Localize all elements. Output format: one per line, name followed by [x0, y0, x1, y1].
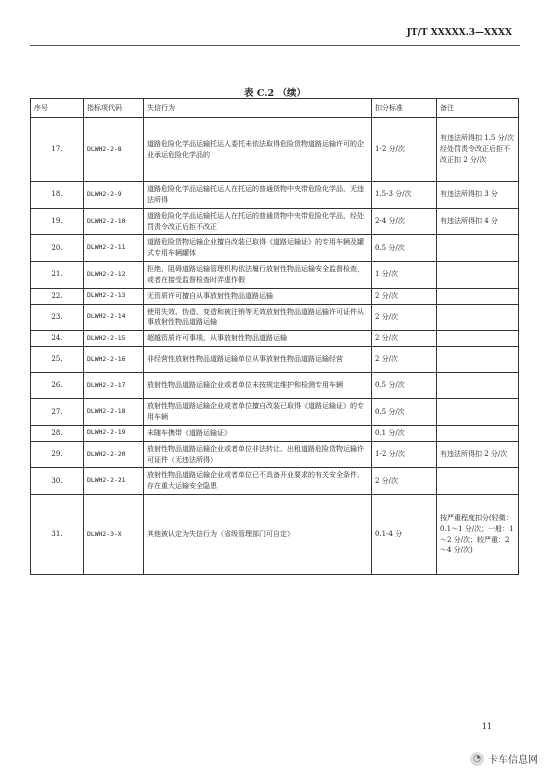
- cell-note: [437, 331, 519, 347]
- cell-seq: 17.: [31, 118, 84, 182]
- cell-behavior: 道路危险化学品运输托运人在托运的普通货物中夹带危险化学品，无违法所得: [144, 182, 372, 209]
- cell-score: 1 分/次: [372, 262, 437, 289]
- cell-note: 有违法所得扣 1.5 分/次 经处罚责令改正后拒不改正扣 2 分/次: [437, 118, 519, 182]
- cell-score: 2 分/次: [372, 347, 437, 373]
- cell-seq: 31.: [31, 495, 84, 575]
- table-row: [31, 441, 519, 468]
- cell-code: DLWH2-2-18: [84, 399, 144, 426]
- col-header-seq: 序号: [31, 99, 84, 118]
- table-caption: 表 C.2 （续）: [244, 88, 306, 99]
- table-row: [31, 118, 519, 182]
- cell-behavior: 未随车携带《道路运输证》: [144, 425, 372, 441]
- cell-behavior: 放射性物品道路运输企业或者单位已不具备开业要求的有关安全条件、存在重大运输安全隐患: [144, 468, 372, 495]
- cell-behavior: 道路危险货物运输企业擅自改装已取得《道路运输证》的专用车辆及罐式专用车辆罐体: [144, 235, 372, 262]
- cell-code: DLWH2-2-13: [84, 288, 144, 304]
- col-header-behavior: 失信行为: [144, 99, 372, 118]
- table-row: [31, 262, 519, 289]
- cell-seq: 26.: [31, 373, 84, 399]
- cell-seq: 24.: [31, 331, 84, 347]
- cell-behavior: 无资质许可擅自从事放射性物品道路运输: [144, 288, 372, 304]
- cell-note: [437, 425, 519, 441]
- cell-behavior: 道路危险化学品运输托运人委托未依法取得危险货物道路运输许可的企业承运危险化学品的: [144, 118, 372, 182]
- table-row: [31, 288, 519, 304]
- cell-seq: 22.: [31, 288, 84, 304]
- cell-behavior: 拒绝、阻碍道路运输管理机构依法履行放射性物品运输安全监督检查，或者在接受监督检查时弄虚作假: [144, 262, 372, 289]
- cell-score: 1-2 分/次: [372, 441, 437, 468]
- cell-note: 按严重程度扣分(轻微：0.1～1 分/次；一般：1～2 分/次；较严重：2～4 分/次): [437, 495, 519, 575]
- cell-behavior: 放射性物品道路运输企业或者单位未按规定维护和检测专用车辆: [144, 373, 372, 399]
- cell-note: [437, 347, 519, 373]
- cell-seq: 29.: [31, 441, 84, 468]
- cell-behavior: 超越资质许可事项，从事放射性物品道路运输: [144, 331, 372, 347]
- cell-behavior: 放射性物品道路运输企业或者单位非法转让、出租道路危险货物运输许可证件（无违法所得）: [144, 441, 372, 468]
- cell-behavior: 非经营性放射性物品道路运输单位从事放射性物品道路运输经营: [144, 347, 372, 373]
- table-row: [31, 331, 519, 347]
- cell-code: DLWH2-2-11: [84, 235, 144, 262]
- cell-score: 0.5 分/次: [372, 373, 437, 399]
- table-row: [31, 235, 519, 262]
- cell-score: 1-2 分/次: [372, 118, 437, 182]
- table-row: [31, 347, 519, 373]
- cell-score: 2 分/次: [372, 304, 437, 331]
- cell-code: DLWH2-2-16: [84, 347, 144, 373]
- cell-behavior: 道路危险化学品运输托运人在托运的普通货物中夹带危险化学品，经处罚责令改正后拒不改正: [144, 208, 372, 235]
- cell-behavior: 其他被认定为失信行为（省级管理部门可自定）: [144, 495, 372, 575]
- cell-score: 2 分/次: [372, 468, 437, 495]
- col-header-note: 备注: [437, 99, 519, 118]
- cell-behavior: 放射性物品道路运输企业或者单位擅自改装已取得《道路运输证》的专用车辆: [144, 399, 372, 426]
- cell-code: DLWH2-2-10: [84, 208, 144, 235]
- cell-code: DLWH2-2-14: [84, 304, 144, 331]
- cell-code: DLWH2-2-21: [84, 468, 144, 495]
- table-row: [31, 304, 519, 331]
- col-header-code: 指标项代码: [84, 99, 144, 118]
- cell-note: 有违法所得扣 2 分/次: [437, 441, 519, 468]
- table-header-row: [31, 99, 519, 118]
- cell-code: DLWH2-2-12: [84, 262, 144, 289]
- col-header-score: 扣分标准: [372, 99, 437, 118]
- page-number: 11: [481, 722, 492, 731]
- table-row: [31, 208, 519, 235]
- cell-code: DLWH2-2-17: [84, 373, 144, 399]
- cell-note: 有违法所得扣 3 分: [437, 182, 519, 209]
- cell-score: 0.5 分/次: [372, 235, 437, 262]
- cell-code: DLWH2-2-8: [84, 118, 144, 182]
- cell-behavior: 使用失效、伪造、变造和被注销等无效放射性物品道路运输许可证件从事放射性物品道路运输: [144, 304, 372, 331]
- table-body: [31, 118, 519, 575]
- cell-note: [437, 288, 519, 304]
- cell-seq: 21.: [31, 262, 84, 289]
- table-row: [31, 373, 519, 399]
- cell-code: DLWH2-2-9: [84, 182, 144, 209]
- cell-score: 2 分/次: [372, 331, 437, 347]
- penalty-table: [30, 98, 519, 575]
- cell-code: DLWH2-2-19: [84, 425, 144, 441]
- watermark: [470, 751, 538, 766]
- cell-seq: 27.: [31, 399, 84, 426]
- cell-seq: 20.: [31, 235, 84, 262]
- standard-code: JT/T XXXXX.3—XXXX: [406, 28, 512, 38]
- cell-score: 1.5-3 分/次: [372, 182, 437, 209]
- table-row: [31, 182, 519, 209]
- cell-seq: 18.: [31, 182, 84, 209]
- cell-note: [437, 262, 519, 289]
- cell-note: [437, 373, 519, 399]
- cell-note: [437, 399, 519, 426]
- cell-seq: 30.: [31, 468, 84, 495]
- table-row: [31, 399, 519, 426]
- table-row: [31, 468, 519, 495]
- cell-score: 0.5 分/次: [372, 399, 437, 426]
- cell-note: [437, 468, 519, 495]
- cell-seq: 25.: [31, 347, 84, 373]
- cell-seq: 19.: [31, 208, 84, 235]
- watermark-text: 卡车信息网: [488, 755, 538, 766]
- cell-note: [437, 235, 519, 262]
- wechat-icon: ◔: [470, 752, 484, 766]
- cell-code: DLWH2-2-15: [84, 331, 144, 347]
- cell-score: 2 分/次: [372, 288, 437, 304]
- cell-score: 0.1 分/次: [372, 425, 437, 441]
- cell-note: [437, 304, 519, 331]
- cell-score: 2-4 分/次: [372, 208, 437, 235]
- cell-seq: 23.: [31, 304, 84, 331]
- cell-score: 0.1-4 分: [372, 495, 437, 575]
- cell-code: DLWH2-2-20: [84, 441, 144, 468]
- header-rule: [30, 45, 520, 46]
- cell-seq: 28.: [31, 425, 84, 441]
- cell-note: 有违法所得扣 4 分: [437, 208, 519, 235]
- table-row: [31, 425, 519, 441]
- cell-code: DLWH2-3-X: [84, 495, 144, 575]
- table-row: [31, 495, 519, 575]
